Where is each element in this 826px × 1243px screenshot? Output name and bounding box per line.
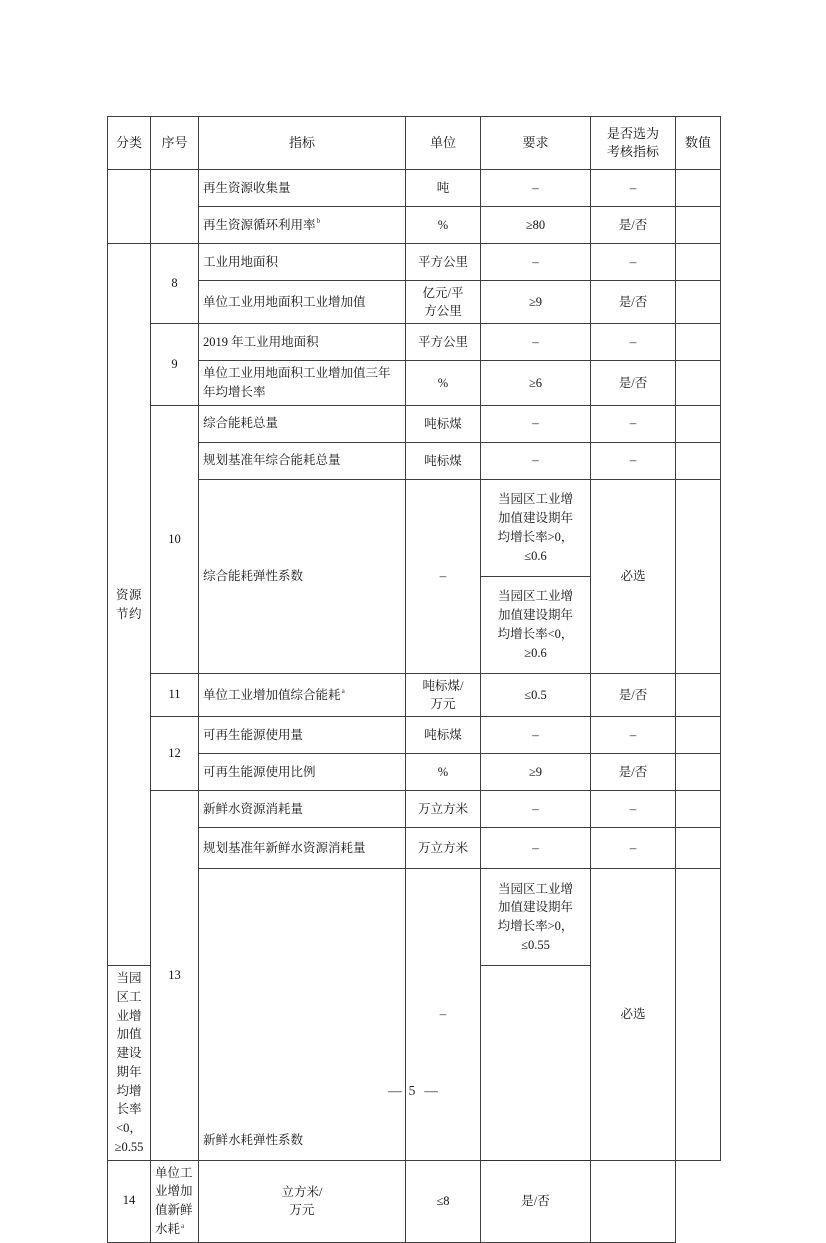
req-line: 加值建设期年 (116, 1027, 142, 1079)
cell-indicator (199, 170, 406, 207)
cell-selected: – (591, 324, 676, 361)
table-row (108, 1160, 721, 1242)
indicator-text: 新鲜水耗弹性系数 (203, 1132, 304, 1147)
cell-selected: – (591, 828, 676, 869)
cell-requirement: – (481, 405, 591, 442)
indicator-text: 可再生能源使用量 (203, 727, 304, 742)
cell-unit: % (406, 207, 481, 244)
cell-unit: 万立方米 (406, 828, 481, 869)
indicator-text: 单位工业增加值综合能耗 (203, 687, 341, 702)
cell-value (676, 405, 721, 442)
cell-indicator (199, 442, 406, 479)
cell-value (676, 244, 721, 281)
cell-indicator (151, 1160, 199, 1242)
footnote-marker-a: a (181, 1220, 185, 1230)
req-line: 均增长率>0， (497, 529, 574, 544)
req-line: 均增长率<0， (116, 1083, 142, 1135)
unit-dash: – (439, 1005, 447, 1021)
cell-indicator (199, 673, 406, 716)
cell-indicator (199, 479, 406, 673)
cell-unit (406, 673, 481, 716)
cell-indicator (199, 869, 406, 1161)
cell-requirement: – (481, 828, 591, 869)
cell-value (676, 207, 721, 244)
cell-selected: – (591, 244, 676, 281)
indicator-table-container (107, 116, 720, 1243)
indicator-text: 综合能耗弹性系数 (203, 568, 304, 583)
req-line: 均增长率>0， (497, 919, 574, 933)
req-line: 当园区工业增 (497, 881, 573, 896)
cell-number-14: 14 (108, 1160, 151, 1242)
header-selected-line1: 是否选为 (606, 126, 659, 142)
cell-requirement: – (481, 324, 591, 361)
cell-requirement: ≥9 (481, 754, 591, 791)
cell-value (676, 170, 721, 207)
header-row (108, 117, 721, 170)
unit-line1: 吨标煤/ (422, 678, 464, 693)
indicator-text: 综合能耗总量 (203, 416, 279, 431)
cell-selected: 是/否 (591, 281, 676, 324)
cell-selected: 是/否 (591, 754, 676, 791)
cell-unit: 吨标煤 (406, 442, 481, 479)
cell-indicator (199, 791, 406, 828)
cell-unit (406, 281, 481, 324)
req-line: ≤0.55 (521, 937, 550, 952)
cell-requirement-sub-2 (481, 576, 591, 673)
cell-unit: 平方公里 (406, 244, 481, 281)
cell-indicator (199, 828, 406, 869)
category-line2: 节约 (115, 606, 142, 621)
cell-number-9: 9 (151, 324, 199, 406)
table-row (108, 170, 721, 207)
cell-requirement: ≤8 (406, 1160, 481, 1242)
table-row (108, 324, 721, 361)
cell-requirement: ≥6 (481, 361, 591, 406)
cell-unit: 平方公里 (406, 324, 481, 361)
cell-requirement: – (481, 717, 591, 754)
cell-indicator (199, 717, 406, 754)
cell-value (676, 673, 721, 716)
cell-indicator (199, 324, 406, 361)
footnote-marker-a: a (341, 686, 345, 696)
cell-requirement-sub-2 (108, 966, 151, 1161)
table-row (108, 479, 721, 576)
indicator-text: 单位工业用地面积工业增加值三年年均增长率 (203, 366, 391, 399)
cell-selected: 必选 (591, 479, 676, 673)
req-line: 加值建设期年 (497, 608, 573, 622)
cell-unit (199, 1160, 406, 1242)
req-line: 均增长率<0， (497, 626, 574, 641)
cell-selected: 是/否 (591, 207, 676, 244)
table-row (108, 754, 721, 791)
cell-value (676, 324, 721, 361)
cell-category-blank (108, 170, 151, 244)
table-row (108, 791, 721, 828)
page-footer (0, 1083, 826, 1099)
cell-number-10: 10 (151, 405, 199, 673)
cell-indicator (199, 244, 406, 281)
folio-dash-right: — (424, 1083, 438, 1098)
cell-number-8: 8 (151, 244, 199, 324)
cell-unit: 吨标煤 (406, 717, 481, 754)
table-header (108, 117, 721, 170)
folio-page-number: 5 (408, 1083, 418, 1098)
cell-value (676, 791, 721, 828)
cell-unit: 万立方米 (406, 791, 481, 828)
cell-requirement-sub-1 (481, 479, 591, 576)
cell-number-13: 13 (151, 791, 199, 1161)
indicator-text: 单位工业用地面积工业增加值 (203, 294, 366, 309)
header-unit: 单位 (406, 117, 481, 170)
cell-selected: 是/否 (591, 673, 676, 716)
header-selected (591, 117, 676, 170)
cell-selected: – (591, 717, 676, 754)
indicator-text: 规划基准年综合能耗总量 (203, 453, 341, 468)
req-line: 当园区工业增 (116, 971, 142, 1023)
unit-line2: 万元 (430, 696, 456, 711)
header-requirement: 要求 (481, 117, 591, 170)
table-row (108, 828, 721, 869)
cell-unit: % (406, 754, 481, 791)
indicator-text: 再生资源收集量 (203, 180, 291, 195)
cell-value (676, 754, 721, 791)
cell-value (676, 442, 721, 479)
indicator-text: 新鲜水资源消耗量 (203, 801, 304, 816)
cell-indicator (199, 281, 406, 324)
cell-selected: – (591, 442, 676, 479)
cell-value (676, 717, 721, 754)
category-line1: 资源 (115, 587, 142, 602)
cell-requirement: – (481, 170, 591, 207)
indicator-table (107, 116, 721, 1243)
table-row (108, 717, 721, 754)
req-line: ≥0.6 (524, 645, 547, 660)
req-line: 当园区工业增 (497, 589, 573, 604)
cell-value (676, 361, 721, 406)
cell-selected: 是/否 (591, 361, 676, 406)
cell-number-12: 12 (151, 717, 199, 791)
header-value: 数值 (676, 117, 721, 170)
cell-selected: 必选 (591, 869, 676, 1161)
header-selected-line2: 考核指标 (606, 144, 659, 159)
indicator-text: 再生资源循环利用率 (203, 217, 316, 232)
cell-requirement: ≥80 (481, 207, 591, 244)
unit-line2: 方公里 (424, 304, 462, 319)
cell-indicator (199, 361, 406, 406)
table-body (108, 170, 721, 1243)
req-line: ≥0.55 (114, 1139, 144, 1154)
cell-requirement: – (481, 244, 591, 281)
cell-value (676, 479, 721, 673)
folio-dash-left: — (388, 1083, 402, 1098)
indicator-text: 2019 年工业用地面积 (203, 334, 319, 349)
cell-category-resource-saving (108, 244, 151, 966)
cell-unit: % (406, 361, 481, 406)
cell-number-11: 11 (151, 673, 199, 716)
cell-requirement: – (481, 791, 591, 828)
cell-selected: – (591, 170, 676, 207)
cell-unit (406, 869, 481, 1161)
table-row (108, 244, 721, 281)
req-line: 当园区工业增 (497, 492, 573, 507)
table-row (108, 207, 721, 244)
cell-value (676, 869, 721, 1161)
unit-line1: 立方米/ (281, 1184, 323, 1199)
cell-unit: 吨 (406, 170, 481, 207)
table-row (108, 673, 721, 716)
cell-requirement: ≤0.5 (481, 673, 591, 716)
cell-selected: 是/否 (481, 1160, 591, 1242)
cell-requirement: ≥9 (481, 281, 591, 324)
table-row (108, 442, 721, 479)
table-row (108, 405, 721, 442)
indicator-text: 规划基准年新鲜水资源消耗量 (203, 840, 366, 855)
unit-dash: – (439, 567, 447, 583)
header-category: 分类 (108, 117, 151, 170)
cell-selected: – (591, 405, 676, 442)
unit-line1: 亿元/平 (422, 286, 464, 300)
header-number: 序号 (151, 117, 199, 170)
indicator-text: 可再生能源使用比例 (203, 764, 316, 779)
footnote-marker-b: b (316, 216, 321, 226)
cell-requirement: – (481, 442, 591, 479)
cell-unit (406, 479, 481, 673)
indicator-text: 单位工业增加值新鲜水耗 (155, 1165, 193, 1236)
req-line: ≤0.6 (524, 548, 547, 563)
cell-value (676, 828, 721, 869)
req-line: 加值建设期年 (497, 900, 573, 915)
table-row (108, 869, 721, 966)
req-line: 加值建设期年 (497, 511, 573, 525)
table-row (108, 281, 721, 324)
cell-indicator (199, 754, 406, 791)
indicator-text: 工业用地面积 (203, 254, 279, 269)
cell-requirement-sub-1 (481, 869, 591, 966)
cell-number-blank (151, 170, 199, 244)
cell-unit: 吨标煤 (406, 405, 481, 442)
cell-selected: – (591, 791, 676, 828)
unit-line2: 万元 (289, 1203, 315, 1217)
cell-value (591, 1160, 676, 1242)
cell-indicator (199, 207, 406, 244)
table-row (108, 361, 721, 406)
cell-value (676, 281, 721, 324)
cell-indicator (199, 405, 406, 442)
header-indicator: 指标 (199, 117, 406, 170)
